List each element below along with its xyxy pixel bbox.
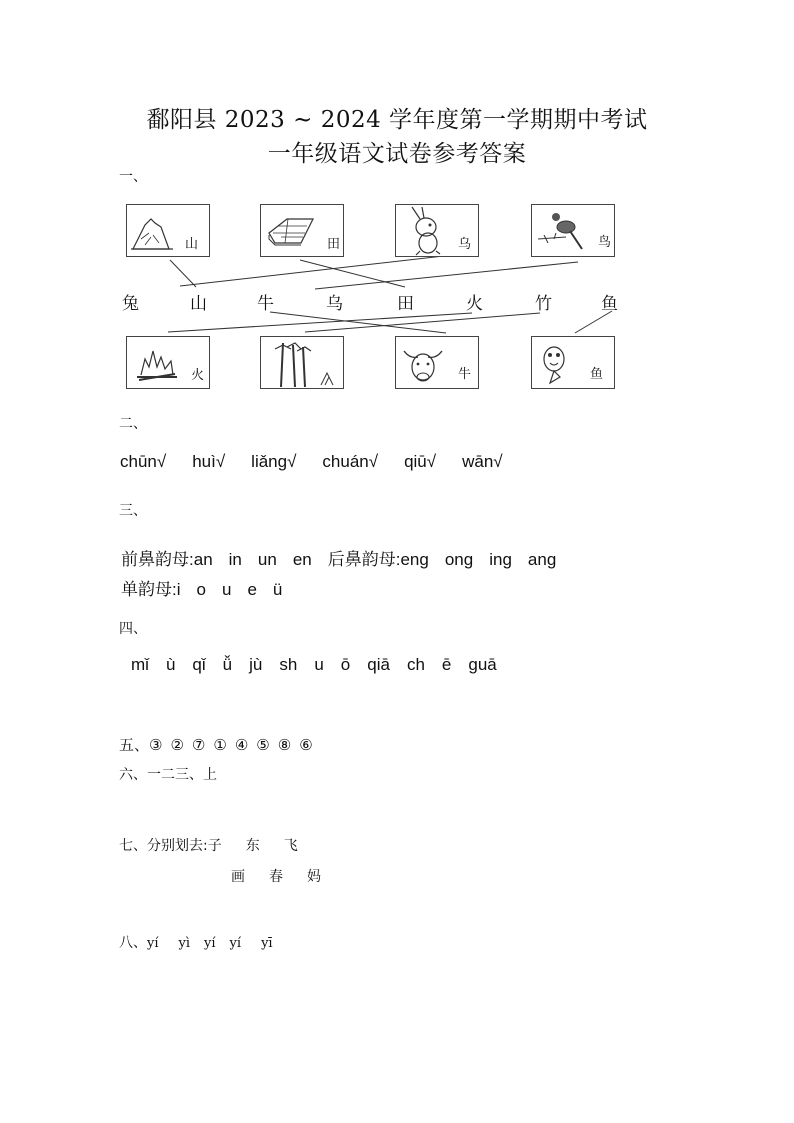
section-5: 五、③ ② ⑦ ① ④ ⑤ ⑧ ⑥ [119,736,313,754]
answer: chuán√ [322,452,379,471]
section-7-label: 七、分别划去: [119,838,208,854]
picture-box-field [260,204,344,257]
word-shan: 山 [190,294,207,314]
bamboo-icon [261,337,345,390]
section-3-label: 三、 [119,503,147,519]
section-3-row-1: 前鼻韵母:an in un en 后鼻韵母:eng ong ing ang [121,550,557,569]
picture-box-ox [395,336,479,389]
word-wu: 乌 [326,294,343,314]
word-huo: 火 [466,294,483,314]
answer: wān√ [462,452,503,471]
front-nasal-label: 前鼻韵母: [121,550,194,569]
picture-box-mountain [126,204,210,257]
section-6: 六、一二三、上 [119,767,217,783]
section-3-row-2: 单韵母:i o u e ü [121,580,283,599]
anchor-char: 鱼 [590,367,604,382]
section-2-label: 二、 [119,416,147,432]
anchor-char: 乌 [458,237,472,252]
picture-box-bird [531,204,615,257]
anchor-char: 山 [185,237,199,252]
page-subtitle: 一年级语文试卷参考答案 [267,141,527,167]
fish-icon [532,337,616,390]
word-niu: 牛 [257,294,274,314]
line-shan [170,260,196,287]
section-8: 八、yí yì yí yí yī [119,935,273,951]
words-row [0,289,794,313]
section-1-label: 一、 [119,169,147,185]
picture-box-rabbit [395,204,479,257]
answer: chūn√ [120,452,167,471]
picture-box-fire [126,336,210,389]
section-2-answers [120,452,503,472]
line-yu [575,311,612,333]
answer: liǎng√ [251,452,297,471]
single-final-label: 单韵母: [121,580,177,599]
answer: huì√ [192,452,226,471]
word-yu: 鱼 [601,294,618,314]
mountain-icon [127,205,211,258]
answer: qiū√ [404,452,437,471]
word-tu: 兔 [122,294,139,314]
anchor-char: 鸟 [598,235,612,250]
section-8-label: 八、 [119,935,147,951]
back-nasal-label: 后鼻韵母: [327,550,401,569]
section-7-row-1: 七、分别划去:子 东 飞 [119,838,298,854]
anchor-char: 火 [191,368,205,383]
anchor-char: 田 [327,237,341,252]
section-4-label: 四、 [119,621,147,637]
section-4-answers: mǐ ù qǐ ǚ jù sh u ō qiā ch ē guā [131,655,497,674]
picture-box-fish [531,336,615,389]
section-5-label: 五、 [119,736,150,754]
word-tian: 田 [397,294,414,314]
line-tian [300,260,405,287]
page-title: 鄱阳县 2023 ~ 2024 学年度第一学期期中考试 [146,107,648,133]
word-zhu: 竹 [535,294,552,314]
section-7-row-2: 画 春 妈 [231,869,321,885]
anchor-char: 牛 [458,367,472,382]
picture-box-bamboo [260,336,344,389]
